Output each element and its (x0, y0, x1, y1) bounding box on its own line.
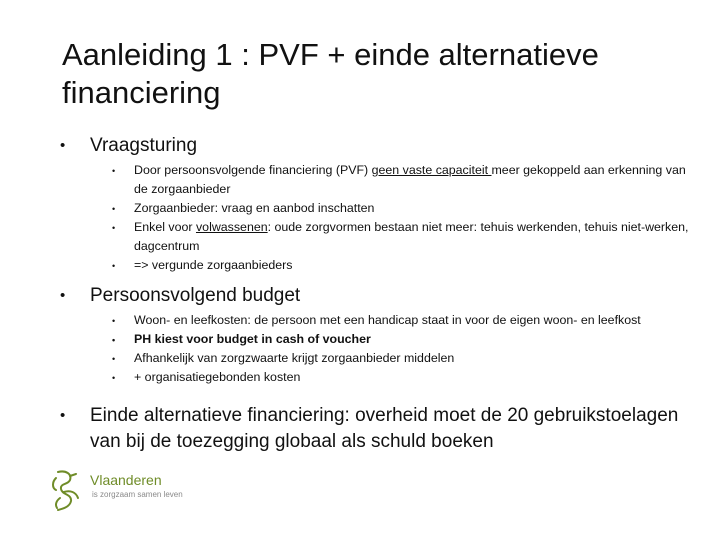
bullet-marker: • (60, 287, 66, 304)
bullet-marker: • (112, 335, 116, 345)
bullet-marker: • (112, 354, 116, 364)
budget-sublist (60, 311, 700, 387)
section-heading: Persoonsvolgend budget (90, 285, 301, 306)
slide-title: Aanleiding 1 : PVF + einde alternatieve financiering (62, 37, 599, 110)
list-item (60, 218, 700, 256)
bullet-marker: • (112, 316, 116, 326)
flemish-lion-icon (46, 468, 86, 514)
item-text: Woon- en leefkosten: de persoon met een handicap staat in voor de eigen woon- en leefkost (134, 313, 641, 327)
item-text: PH kiest voor budget in cash of voucher (134, 332, 371, 346)
item-text: + organisatiegebonden kosten (134, 370, 301, 384)
bullet-marker: • (112, 166, 116, 176)
list-item (60, 256, 700, 275)
vraagsturing-sublist (60, 161, 700, 275)
bullet-marker: • (112, 261, 116, 271)
list-item (60, 330, 700, 349)
bullet-marker: • (60, 407, 66, 424)
slide-content (60, 133, 700, 455)
list-item (60, 199, 700, 218)
list-item (60, 161, 700, 199)
bullet-marker: • (60, 137, 66, 154)
item-text-after: meer gekoppeld aan erkenning van de zorgaanbieder (134, 163, 686, 196)
bullet-marker: • (112, 223, 116, 233)
item-text: => vergunde zorgaanbieders (134, 258, 293, 272)
section-heading: Vraagsturing (90, 135, 198, 156)
item-text-before: Enkel voor (134, 220, 196, 234)
item-text: Zorgaanbieder: vraag en aanbod inschatten (134, 201, 375, 215)
bullet-vraagsturing (60, 133, 700, 159)
bullet-einde-alternatieve-financiering (60, 403, 700, 455)
list-item (60, 368, 700, 387)
item-text-underlined: volwassenen (195, 220, 268, 234)
vlaanderen-logo (46, 468, 246, 516)
section-heading: Einde alternatieve financiering: overheid moet de 20 gebruikstoelagen van bij de toezegging globaal als schuld boeken (90, 405, 679, 452)
logo-name: Vlaanderen (90, 472, 162, 488)
item-text-before: Door persoonsvolgende financiering (PVF) (134, 163, 372, 177)
bullet-persoonsvolgend-budget (60, 283, 700, 309)
list-item (60, 349, 700, 368)
bullet-marker: • (112, 373, 116, 383)
logo-tagline: is zorgzaam samen leven (92, 490, 183, 499)
item-text-underlined: geen vaste capaciteit (371, 163, 492, 177)
item-text-after: : oude zorgvormen bestaan niet meer: tehuis werkenden, tehuis niet-werken, dagcentrum (134, 220, 689, 253)
item-text: Afhankelijk van zorgzwaarte krijgt zorgaanbieder middelen (134, 351, 455, 365)
bullet-marker: • (112, 204, 116, 214)
list-item (60, 311, 700, 330)
